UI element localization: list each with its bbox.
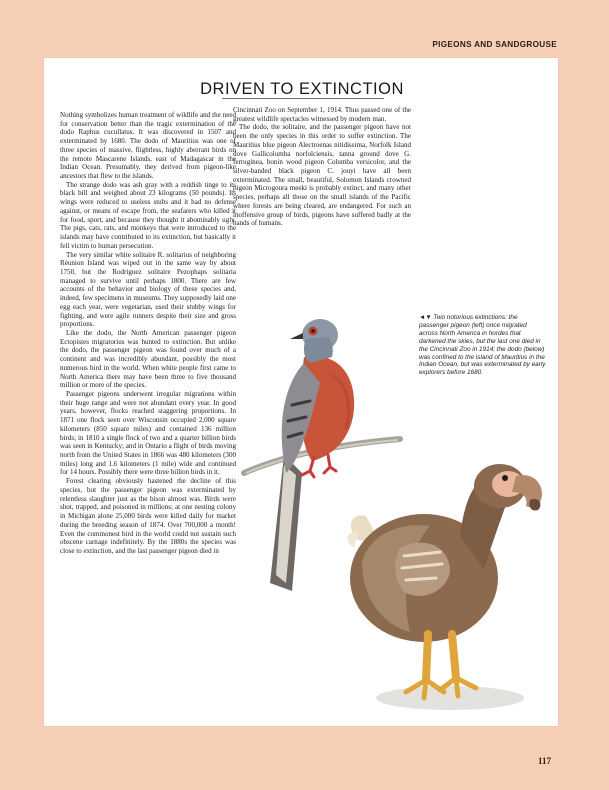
- paragraph: Forest clearing obviously hastened the decline of this species, but the passenger pigeon was exterminated by relentless slaughter just as the bison almost was. Birds were shot, trapped, and poisoned in millions; at one nesting colony in Michigan alone 25,000 birds were killed daily for market during the breeding season of 1874. Over 700,000 a month! Even the commonest bird in the world could not sustain such obscene carnage indefinitely. By the 1880s the species was close to extinction, and the last passenger pigeon died in: [60, 477, 236, 555]
- paragraph: The dodo, the solitaire, and the passenger pigeon have not been the only species in this order to suffer extinction. The Mauritius blue pigeon Alectroenas nitidissima, Norfolk Island dove Gallicolumba norfolciensis, tanna ground dove G. ferruginea, bonin wood pigeon Columba versicolor, and the silver-banded black pigeon C. jouyi have all been exterminated. The small, beautiful, Solomon Islands crowned pigeon Microgoura meeki is probably extinct, and many other species, perhaps all those on the small islands of the Pacific where forests are being cleared, are endangered. For such an inoffensive group of birds, pigeons have suffered badly at the hands of humans.: [233, 123, 411, 228]
- paragraph: Cincinnati Zoo on September 1, 1914. Thus passed one of the greatest wildlife spectacles witnessed by modern man.: [233, 106, 411, 123]
- paragraph: The strange dodo was ash gray with a reddish tinge to its black bill and weighed about 23 kilograms (50 pounds). Its wings were reduced to useless stubs and it had no defense against, or means of escape from, the seafarers who killed it for food, sport, and because they thought it abominably ugly. The pigs, cats, rats, and monkeys that were introduced to the islands may have contributed to its extinction, but basically it fell victim to human persecution.: [60, 180, 236, 250]
- paragraph: Nothing symbolizes human treatment of wildlife and the need for conservation better than the tragic extermination of the dodo Raphus cucullatus. It was discovered in 1507 and exterminated by 1680. The dodo of Mauritius was one of three species of massive, flightless, highly aberrant birds on the remote Mascarene Islands, east of Madagascar in the Indian Ocean. Presumably, they derived from pigeon-like ancestors that flew to the islands.: [60, 111, 236, 181]
- page-number: 117: [538, 756, 552, 766]
- section-header: PIGEONS AND SANDGROUSE: [432, 40, 557, 49]
- title-underline: [222, 98, 384, 99]
- paragraph: Passenger pigeons underwent irregular migrations within their huge range and were not abundant every year. In good years, however, flocks reached staggering proportions. In 1871 one flock seen over Wisconsin occupied 2,000 square kilometers (850 square miles) and contained 136 million birds; in 1810 a single flock of two and a quarter billion birds was seen in Kentucky; and in Ontario a flight of birds moving north from the United States in 1866 was 480 kilometers (300 miles) long and 1.6 kilometers (1 mile) wide and continued for 14 hours. Possibly there were three billion birds in it.: [60, 390, 236, 477]
- article-column-right: [233, 106, 411, 228]
- paragraph: The very similar white solitaire R. solitarius of neighboring Réunion Island was wiped out in the same way by about 1750, but the Rodriguez solitaire Pezophaps solitaria managed to survive until perhaps 1800. There are few accounts of the behavior and biology of these species and, indeed, few specimens in museums. They supposedly laid one egg each year, were vegetarian, used their stubby wings for fighting, and were agile runners despite their size and gross proportions.: [60, 250, 236, 329]
- dodo-illustration: [340, 452, 550, 720]
- page-title: DRIVEN TO EXTINCTION: [200, 80, 404, 98]
- figure-caption: ◄▼ Two notorious extinctions: the passenger pigeon (left) once migrated across North America in hordes that darkened the skies, but the last one died in the Cincinnati Zoo in 1914; the dodo (below) was confined to the island of Mauritius in the Indian Ocean, but was exterminated by early explorers before 1680.: [419, 314, 546, 377]
- article-column-left: [60, 111, 236, 556]
- paragraph: Like the dodo, the North American passenger pigeon Ectopistes migratorius was hunted to extinction. But unlike the dodo, the passenger pigeon was found over much of a continent and was incredibly abundant, possibly the most numerous bird in the world. When white people first came to North America there may have been three to five thousand million or more of the species.: [60, 328, 236, 390]
